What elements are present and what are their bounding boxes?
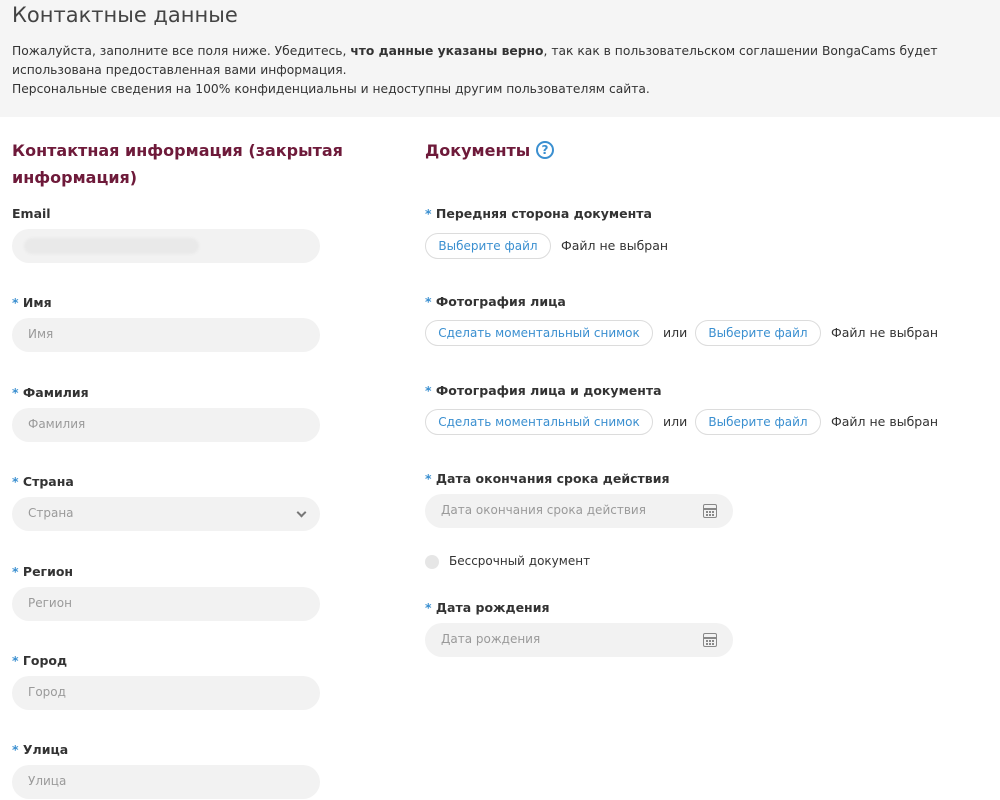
first-name-placeholder: Имя [28, 327, 54, 341]
intro-bold: что данные указаны верно [350, 44, 544, 58]
calendar-icon[interactable] [703, 504, 717, 518]
region-label: * Регион [12, 564, 74, 579]
country-label: * Страна [12, 474, 74, 489]
street-field[interactable] [12, 765, 320, 799]
birth-date-label: * Дата рождения [425, 600, 550, 615]
expiry-date-label: * Дата окончания срока действия [425, 471, 670, 486]
country-select[interactable] [12, 497, 320, 531]
first-name-field[interactable] [12, 318, 320, 352]
expiry-date-placeholder: Дата окончания срока действия [441, 503, 646, 517]
birth-date-field[interactable] [425, 623, 733, 657]
face-doc-photo-label: * Фотография лица и документа [425, 383, 662, 398]
region-placeholder: Регион [28, 596, 72, 610]
intro-line2: Персональные сведения на 100% конфиденциальны и недоступны другим пользователям сайта. [12, 82, 650, 96]
indefinite-document-label[interactable]: Бессрочный документ [449, 554, 591, 568]
front-doc-label: * Передняя сторона документа [425, 206, 652, 221]
face-doc-choose-button[interactable]: Выберите файл [695, 409, 821, 435]
front-doc-choose-button[interactable]: Выберите файл [425, 233, 551, 259]
face-doc-or-text: или [663, 414, 688, 429]
intro-part2: , так как в пользовательском соглашении BongaCams будет использована предоставленная вами информация. [12, 44, 938, 77]
city-placeholder: Город [28, 685, 66, 699]
region-field[interactable] [12, 587, 320, 621]
email-value-blurred [24, 238, 199, 254]
face-doc-snapshot-button[interactable]: Сделать моментальный снимок [425, 409, 653, 435]
last-name-placeholder: Фамилия [28, 417, 86, 431]
chevron-down-icon [297, 508, 307, 518]
contact-section-title: Контактная информация (закрытая информация) [12, 141, 343, 187]
street-placeholder: Улица [28, 774, 67, 788]
city-field[interactable] [12, 676, 320, 710]
face-choose-button[interactable]: Выберите файл [695, 320, 821, 346]
indefinite-document-radio[interactable] [425, 555, 439, 569]
face-or-text: или [663, 325, 688, 340]
face-status: Файл не выбран [831, 325, 939, 340]
page-title: Контактные данные [12, 3, 238, 27]
help-icon[interactable]: ? [536, 141, 554, 159]
expiry-date-field[interactable] [425, 494, 733, 528]
intro-text [12, 42, 992, 99]
documents-section-title: Документы [425, 141, 531, 160]
country-placeholder: Страна [28, 506, 74, 520]
city-label: * Город [12, 653, 68, 668]
front-doc-status: Файл не выбран [561, 238, 669, 253]
email-label: Email [12, 206, 51, 221]
header-panel [0, 0, 1000, 117]
street-label: * Улица [12, 742, 69, 757]
email-field[interactable] [12, 229, 320, 263]
intro-part1: Пожалуйста, заполните все поля ниже. Убедитесь, [12, 44, 351, 58]
face-doc-status: Файл не выбран [831, 414, 939, 429]
calendar-icon[interactable] [703, 633, 717, 647]
birth-date-placeholder: Дата рождения [441, 632, 541, 646]
face-snapshot-button[interactable]: Сделать моментальный снимок [425, 320, 653, 346]
first-name-label: * Имя [12, 295, 52, 310]
last-name-field[interactable] [12, 408, 320, 442]
face-photo-label: * Фотография лица [425, 294, 566, 309]
last-name-label: * Фамилия [12, 385, 89, 400]
